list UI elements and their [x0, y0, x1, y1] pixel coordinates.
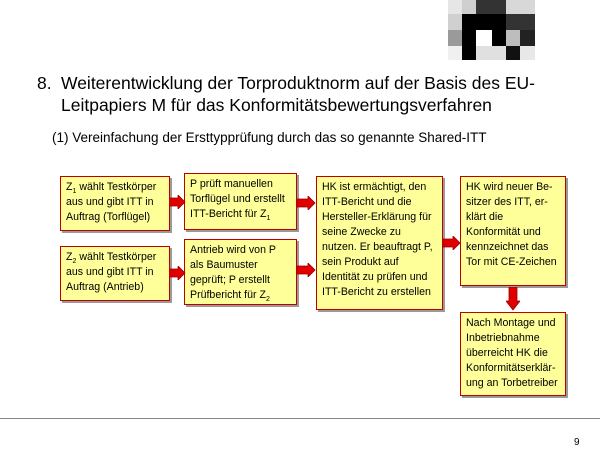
- slide-title: [37, 72, 577, 116]
- arrow-hk-to-owner: [443, 236, 461, 250]
- box-p-antrieb-test: Antrieb wird von P als Baumuster geprüft; P erstellt Prüfbericht für $Z_2$: [184, 239, 297, 305]
- slide-subtitle: (1) Vereinfachung der Ersttypprüfung durch das so genannte Shared-ITT: [52, 130, 487, 145]
- box-hk-new-owner: HK wird neuer Be-sitzer des ITT, er-klärt die Konformität und kennzeichnet das Tor mit CE-Zeichen: [460, 176, 566, 286]
- arrow-p1-to-hk: [297, 196, 316, 210]
- arrow-p2-to-hk: [297, 263, 316, 277]
- page-number: 9: [574, 437, 580, 448]
- title-line-2: Leitpapiers M für das Konformitätsbewertungsverfahren: [61, 95, 492, 115]
- title-line-1: Weiterentwicklung der Torproduktnorm auf der Basis des EU-: [61, 73, 536, 93]
- arrow-z2-to-p: [169, 266, 186, 280]
- company-logo: [448, 0, 535, 60]
- box-z2-order: $Z_2$ wählt Testkörper aus und gibt ITT in Auftrag (Antrieb): [60, 246, 170, 301]
- arrow-owner-to-declaration: [506, 287, 520, 311]
- title-number: 8.: [37, 73, 52, 93]
- box-z1-order: $Z_1$ wählt Testkörper aus und gibt ITT in Auftrag (Torflügel): [60, 176, 170, 231]
- box-hk-declaration: Nach Montage und Inbetriebnahme überreicht HK die Konformitätserklär-ung an Torbetreiber: [460, 312, 566, 396]
- box-p-torfluegel-test: P prüft manuellen Torflügel und erstellt ITT-Bericht für $Z_1$: [184, 173, 297, 230]
- footer-divider: [0, 418, 600, 419]
- box-hk-authorized: HK ist ermächtigt, den ITT-Bericht und die Hersteller-Erklärung für seine Zwecke zu nutzen. Er beauftragt P, sein Produkt auf Identität zu prüfen und ITT-Bericht zu erstellen: [316, 176, 443, 310]
- arrow-z1-to-p: [169, 195, 186, 209]
